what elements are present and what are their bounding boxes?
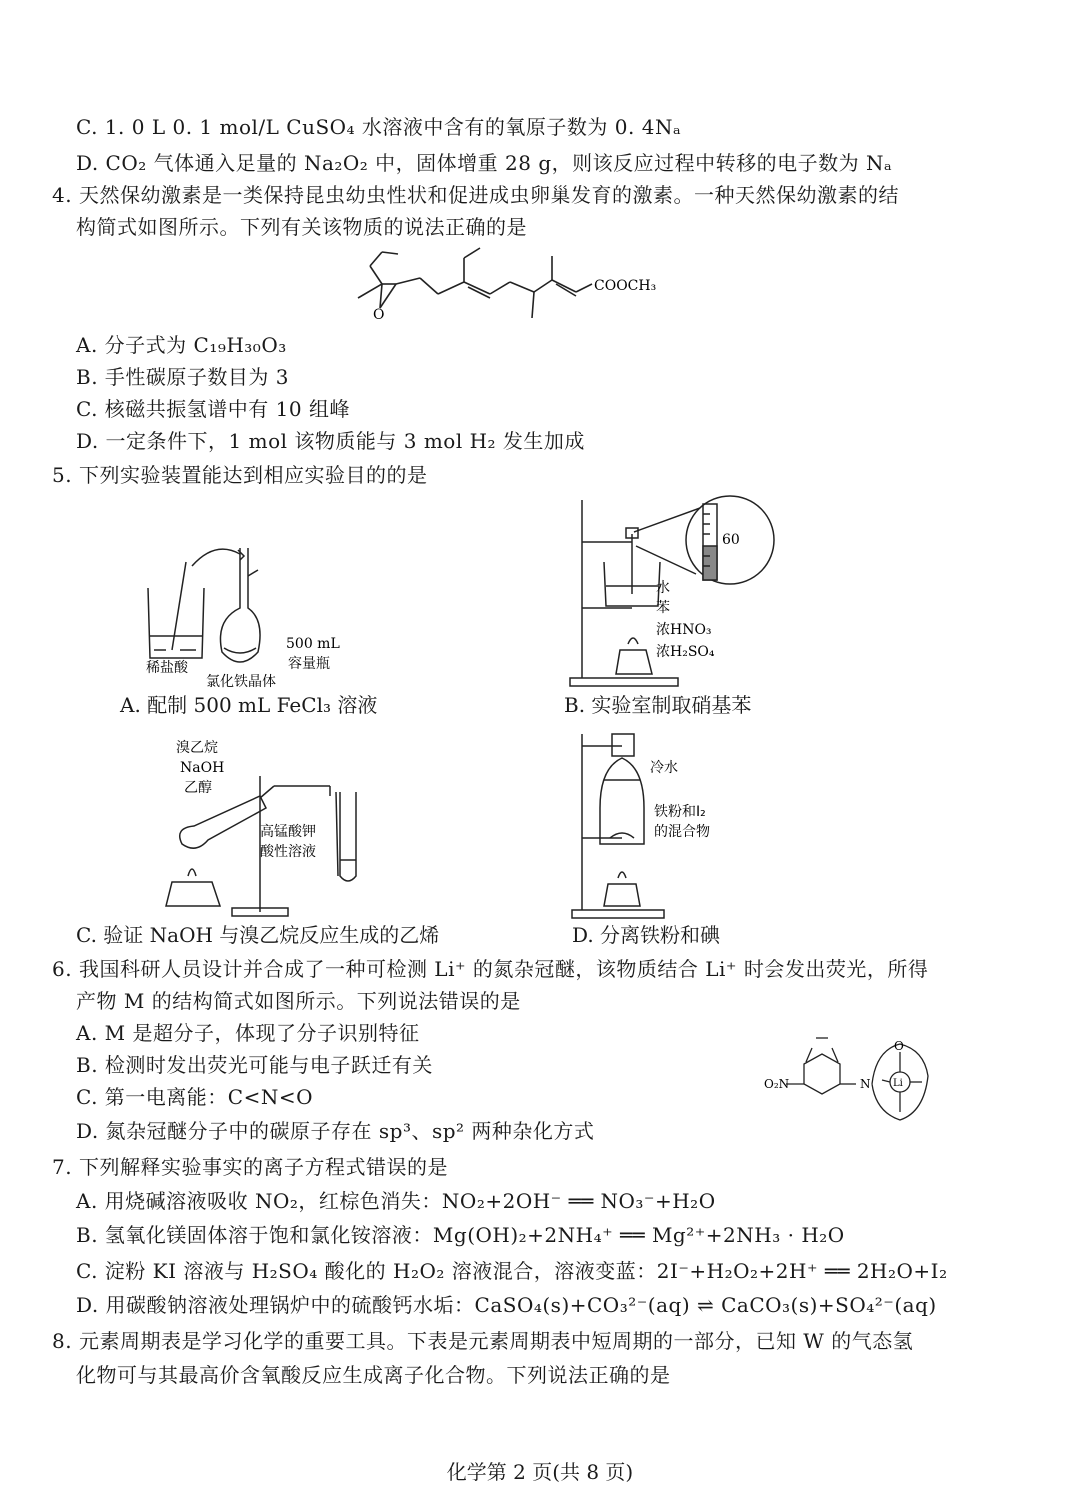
- label-dilute-hcl: 稀盐酸: [146, 660, 188, 676]
- label-fecl3-crystal: 氯化铁晶体: [206, 674, 276, 690]
- label-iron-iodine: 铁粉和I₂: [654, 804, 706, 820]
- q5-caption-b: B. 实验室制取硝基苯: [564, 693, 752, 717]
- label-bromoethane: 溴乙烷: [176, 740, 218, 756]
- apparatus-d-diagram: [560, 728, 780, 922]
- q8-stem-line2: 化物可与其最高价含氧酸反应生成离子化合物。下列说法正确的是: [76, 1363, 671, 1387]
- q8-stem-line1: 8. 元素周期表是学习化学的重要工具。下表是元素周期表中短周期的一部分，已知 W 的气态氢: [52, 1329, 914, 1353]
- amine-n-label: N: [860, 1077, 871, 1091]
- apparatus-a-diagram: [130, 540, 370, 690]
- q6-option-c: C. 第一电离能：C<N<O: [76, 1085, 314, 1109]
- q5-caption-a: A. 配制 500 mL FeCl₃ 溶液: [120, 693, 378, 717]
- label-ethanol: 乙醇: [184, 780, 212, 796]
- q7-option-a: A. 用烧碱溶液吸收 NO₂，红棕色消失：NO₂+2OH⁻ ══ NO₃⁻+H₂O: [76, 1189, 716, 1213]
- q7-option-c: C. 淀粉 KI 溶液与 H₂SO₄ 酸化的 H₂O₂ 溶液混合，溶液变蓝：2I⁻+H₂O₂+2H⁺ ══ 2H₂O+I₂: [76, 1259, 948, 1283]
- page-footer: 化学第 2 页(共 8 页): [446, 1460, 634, 1484]
- label-500ml: 500 mL: [286, 636, 340, 652]
- q4-stem-line2: 构简式如图所示。下列有关该物质的说法正确的是: [76, 215, 527, 239]
- label-acidic-solution: 酸性溶液: [260, 844, 316, 860]
- q7-option-b: B. 氢氧化镁固体溶于饱和氯化铵溶液：Mg(OH)₂+2NH₄⁺ ══ Mg²⁺+2NH₃ · H₂O: [76, 1223, 845, 1247]
- q7-option-d: D. 用碳酸钠溶液处理锅炉中的硫酸钙水垢：CaSO₄(s)+CO₃²⁻(aq) ⇌ CaCO₃(s)+SO₄²⁻(aq): [76, 1293, 937, 1317]
- q6-option-b: B. 检测时发出荧光可能与电子跃迁有关: [76, 1053, 433, 1077]
- q6-stem-line1: 6. 我国科研人员设计并合成了一种可检测 Li⁺ 的氮杂冠醚，该物质结合 Li⁺ 时会发出荧光，所得: [52, 957, 929, 981]
- q5-caption-d: D. 分离铁粉和碘: [572, 923, 721, 947]
- q5-stem: 5. 下列实验装置能达到相应实验目的的是: [52, 463, 428, 487]
- q4-option-a: A. 分子式为 C₁₉H₃₀O₃: [76, 333, 287, 357]
- nitro-label: O₂N: [764, 1077, 790, 1091]
- q4-option-c: C. 核磁共振氢谱中有 10 组峰: [76, 397, 350, 421]
- label-mixture: 的混合物: [654, 824, 710, 840]
- label-naoh: NaOH: [180, 760, 225, 776]
- apparatus-c-diagram: [150, 736, 390, 922]
- q3-option-c: C. 1. 0 L 0. 1 mol/L CuSO₄ 水溶液中含有的氧原子数为 0. 4Nₐ: [76, 115, 682, 139]
- ether-o-label: O: [894, 1039, 904, 1053]
- label-cold-water: 冷水: [650, 760, 678, 776]
- label-conc-hno3: 浓HNO₃: [656, 622, 712, 638]
- lithium-ion-label: Li: [893, 1078, 903, 1089]
- thermometer-reading: 60: [722, 532, 740, 548]
- q5-caption-c: C. 验证 NaOH 与溴乙烷反应生成的乙烯: [76, 923, 440, 947]
- q6-option-d: D. 氮杂冠醚分子中的碳原子存在 sp³、sp² 两种杂化方式: [76, 1119, 595, 1143]
- q4-option-d: D. 一定条件下，1 mol 该物质能与 3 mol H₂ 发生加成: [76, 429, 585, 453]
- epoxide-o-label: O: [373, 307, 385, 322]
- label-volumetric-flask: 容量瓶: [288, 656, 330, 672]
- ester-group-label: COOCH₃: [594, 278, 657, 294]
- label-benzene: 苯: [656, 600, 670, 616]
- apparatus-b-diagram: [560, 494, 800, 690]
- q4-stem-line1: 4. 天然保幼激素是一类保持昆虫幼虫性状和促进成虫卵巢发育的激素。一种天然保幼激素的结: [52, 183, 899, 207]
- label-water: 水: [656, 580, 670, 596]
- juvenile-hormone-structure: [340, 244, 680, 322]
- aza-crown-ether-structure: [764, 1020, 964, 1130]
- q6-stem-line2: 产物 M 的结构简式如图所示。下列说法错误的是: [76, 989, 521, 1013]
- label-kmno4: 高锰酸钾: [260, 824, 316, 840]
- label-conc-h2so4: 浓H₂SO₄: [656, 644, 715, 660]
- q3-option-d: D. CO₂ 气体通入足量的 Na₂O₂ 中，固体增重 28 g，则该反应过程中转移的电子数为 Nₐ: [76, 151, 893, 175]
- q7-stem: 7. 下列解释实验事实的离子方程式错误的是: [52, 1155, 448, 1179]
- q6-option-a: A. M 是超分子，体现了分子识别特征: [76, 1021, 420, 1045]
- q4-option-b: B. 手性碳原子数目为 3: [76, 365, 289, 389]
